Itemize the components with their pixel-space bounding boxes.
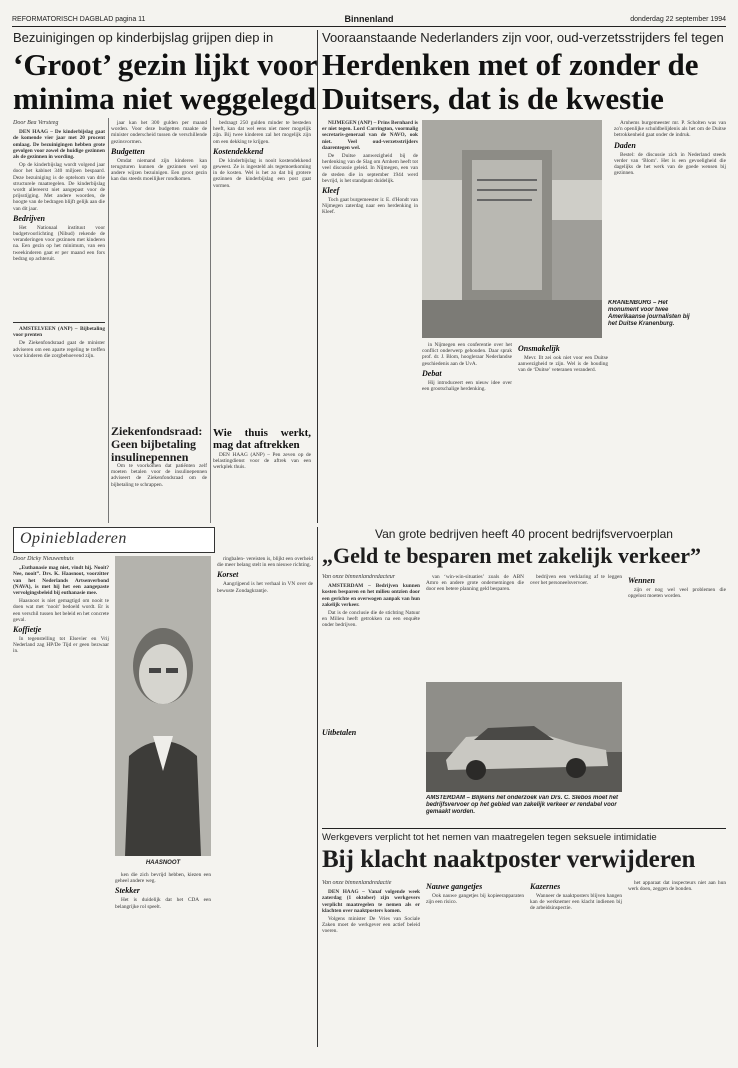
column-rule — [108, 118, 109, 523]
article2-col2 — [422, 342, 512, 520]
haasnoot-photo — [115, 556, 211, 856]
article1-box — [13, 322, 105, 526]
opinie-col2-text: ringbalen- vereisten is, blijkt een overheid die meer belang stelt in een nieuwe richting. — [217, 556, 313, 569]
opinie-col3 — [115, 872, 211, 1046]
article4-sub2: Nauwe gangetjes — [426, 882, 483, 891]
opinie-lead: „Euthanasie mag niet, vindt hij. Nooit? Nee, nooit”. Drs. K. Haasnoot, voorzitter van het Nederlands Artsenverbond (NAVA), is met hij het een aangepaste vervolgingsbeleid bij euthanasie mee. — [13, 565, 109, 597]
article3-byline: Van onze binnenlandredacteur — [322, 574, 396, 580]
article1-col3-text: bedraagt 250 gulden minder te besteden heeft, kan dat wel eens niet meer mogelijk zijn. Bij twee kinderen zal het mogelijk zijn om een dekking te krijgen. — [213, 120, 311, 145]
article4-col3-text: Wanneer de naaktposters blijven hangen kan de werknemer een klacht indienen bij de arbeidsinspectie. — [530, 893, 622, 912]
opinie-title: Opiniebladeren — [20, 530, 127, 547]
monument-image — [422, 120, 602, 338]
opinie-sub3: Stekker — [115, 886, 140, 896]
article4-col1 — [322, 880, 420, 1046]
article2-col2c-text: Mevr. Ilt zei ook niet voor een Duitse aanwezigheid te zijn. Wel is de houding van de ‘Duitse’ veteranen veranderd. — [518, 355, 608, 374]
opinie-col1b-text: In tegenstelling tot Elsevier en Vrij Nederland zag HP/De Tijd er geen bezwaar in. — [13, 636, 109, 655]
article1-col2-text: jaar kan het 300 gulden per maand worden. Voor deze budgetten maakte de minister onderscheid tussen de verschillende gezinsvormen. — [111, 120, 207, 145]
ziekenfonds-text: Om te voorkomen dat patiënten zelf moeten betalen voor de insulinepennen adviseert de Ziekenfondsraad om de bijbetaling te schrappen. — [111, 463, 207, 488]
divider — [322, 828, 726, 829]
column-rule — [210, 118, 211, 523]
article2-sub2: Debat — [422, 368, 442, 378]
car-photo — [426, 682, 622, 792]
article2-col1 — [322, 120, 418, 520]
article2-col2c — [518, 342, 608, 520]
opinie-col3b-text: Het is duidelijk dat het CDA een belangrijke rol speelt. — [115, 897, 211, 910]
article1-box-kicker: AMSTELVEEN (ANP) – Bijbetaling voor prenten — [13, 326, 105, 339]
ziekenfonds-headline: Ziekenfondsraad: Geen bijbetaling insulinepennen — [111, 424, 203, 464]
article4-sub3: Kazernes — [530, 882, 561, 891]
car-caption: AMSTERDAM – Blijkens het onderzoek van Drs. C. Slebos moet het bedrijfsvervoer op het gebied van zakelijk verkeer er rendabel voor gemaakt worden. — [426, 795, 619, 815]
article1-col2 — [111, 120, 207, 420]
article3-col2 — [426, 574, 524, 678]
article1-col1b-text: Het Nationaal instituut voor budgetvoorlichting (Nibud) rekende de veranderingen voor gezinnen met kinderen na. Een gezin op het minimum, van een tweekinderen gaat er per maand een fors bedrag op achteruit. — [13, 224, 105, 262]
ziekenfonds-col — [111, 463, 207, 521]
article2-sub3: Daden — [614, 140, 636, 150]
section-title: Binnenland — [344, 14, 394, 24]
article2-col3b-text: Bestel: de discussie zich in Nederland steeds verder van ‘Blom’. Het is een gevoeligheid die dagelijks de het werk van de goede wensen bij gezinnen. — [614, 151, 726, 177]
monument-caption: KRANENBURG – Het monument voor twee Amerikaanse journalisten bij het Duitse Kranenburg. — [608, 300, 690, 327]
article3-sub2: Uitbetalen — [322, 728, 357, 737]
haasnoot-image — [115, 556, 211, 856]
article1-col3 — [213, 120, 311, 420]
opinie-sub1: Koffietje — [13, 625, 42, 635]
article1-headline-1: ‘Groot’ gezin lijkt voor — [13, 47, 318, 82]
article3-kicker: Van grote bedrijven heeft 40 procent bedrijfsvervoerplan — [375, 527, 673, 541]
opinie-sub4: Korset — [217, 570, 239, 580]
article4-kicker: Werkgevers verplicht tot het nemen van maatregelen tegen seksuele intimidatie — [322, 832, 657, 843]
opinie-banner — [13, 527, 215, 553]
article4-lead: DEN HAAG – Vanaf volgende week zaterdag (1 oktober) zijn werkgevers verplicht maatregelen te nemen als er klachten over naaktposters komen. — [322, 889, 420, 914]
article2-lead: NIJMEGEN (ANP) – Prins Bernhard is er niet tegen. Lord Carrington, voormalig secretaris-generaal van de NAVO, ook niet. Veel oud-verzetsstrijders daarentegen wel. — [322, 120, 418, 151]
article3-lead: AMSTERDAM – Bedrijven kunnen kosten besparen en het milieu ontzien door een gerichte en overwogen aanpak van hun zakelijk verkeer. — [322, 583, 420, 608]
article1-byline: Door Bea Versteeg — [13, 120, 59, 126]
article1-sub3: Kostendekkend — [213, 146, 264, 156]
article3-col4-text: zijn er nog wel veel problemen die opgelost moeten worden. — [628, 587, 726, 600]
brief-col — [213, 425, 311, 521]
article4-headline: Bij klacht naaktposter verwijderen — [322, 846, 696, 873]
brief-text: DEN HAAG (ANP) – Pen zeven op de belastingdienst voor de aftrek van een werkplek thuis. — [213, 452, 311, 471]
paper-name: REFORMATORISCH DAGBLAD pagina 11 — [12, 16, 146, 23]
opinie-col1-text: Haasnoot is niet gemagtigd om nooit te doen wat met ‘nooit’ bedoeld wordt. Er is een verschil tussen het beleid en het concrete geval. — [13, 598, 109, 623]
issue-date: donderdag 22 september 1994 — [630, 16, 726, 23]
article2-col2-text: in Nijmegen een conferentie over het conflict onderwerp gehouden. Daar sprak prof. dr. J. Blom, hoogleraar Nederlandse geschiedenis aan de UvA. — [422, 342, 512, 367]
article4-col1-text: Volgens minister De Vries van Sociale Zaken moet de werkgever een actief beleid voeren. — [322, 916, 420, 935]
article1-sub2: Budgetten — [111, 146, 145, 156]
article2-col3-text: Arnhems burgemeester mr. P. Scholten was van zo'n openlijke schuldbelijdenis als het om de Duitse betrokkenheid gaat onder de indruk. — [614, 120, 726, 139]
article2-headline-1: Herdenken met of zonder de — [322, 47, 699, 82]
opinie-col4-text: Aangrijpend is het verhaal in VN over de bewuste Zondagkrantje. — [217, 581, 313, 594]
article3-col1-text: Dat is de conclusie die de stichting Natuur en Milieu heeft getrokken na een enquête onder bedrijven. — [322, 610, 420, 629]
article2-col1-text: De Duitse aanwezigheid bij de herdenking van de Slag om Arnhem heeft tot veel discussie geleid. In Nijmegen, een van de steden die in september 1944 werd bevrijd, is het standpunt duidelijk. — [322, 153, 418, 184]
article1-col1-text: Op de kinderbijslag wordt volgend jaar door het kabinet 340 miljoen bespaard. Deze bezuiniging is de optelsom van drie structurele maatregelen. De kinderbijslag wordt allereerst niet aangepast voor de prijsstijging. Met andere woorden, de hoogte van de bedragen blijft gelijk aan die van dit jaar. — [13, 162, 105, 212]
article4-col3 — [530, 880, 622, 1046]
article1-lead: DEN HAAG – De kinderbijslag gaat de komende vier jaar met 20 procent omlaag. De bezuinigingen hebben grote gevolgen voor zowel de huidige gezinnen als de gezinnen in wording. — [13, 129, 105, 161]
article4-byline: Van onze binnenlandredactie — [322, 880, 392, 886]
article3-col1-sub — [322, 726, 420, 822]
article1-headline-2: minima niet weggelegd — [13, 81, 317, 116]
opinie-byline: Door Dicky Nieuwenhuis — [13, 556, 74, 562]
article4-col4 — [628, 880, 726, 1046]
haasnoot-caption: HAASNOOT — [145, 860, 181, 866]
monument-photo — [422, 120, 602, 338]
article3-sub4: Wennen — [628, 576, 655, 585]
article2-headline-2: Duitsers, dat is de kwestie — [322, 81, 664, 116]
opinie-col2 — [217, 556, 313, 1046]
article2-col2b-text: Hij introduceert een nieuw idee over een grootschalige herdenking. — [422, 379, 512, 393]
opinie-col1 — [13, 556, 109, 1046]
article3-col3 — [530, 574, 622, 678]
article3-headline: „Geld te besparen met zakelijk verkeer” — [322, 543, 702, 568]
article1-kicker: Bezuinigingen op kinderbijslag grijpen diep in — [13, 30, 274, 45]
article1-col2b-text: Omdat niemand zijn kinderen kan terugsturen kunnen de gezinnen wel op andere wijzen bezuinigen. Een groot gezin kan dus steeds moeilijker rondkomen. — [111, 157, 207, 183]
article4-col2 — [426, 880, 524, 1046]
article2-sub1: Kleef — [322, 186, 340, 196]
article2-col3 — [614, 120, 726, 520]
article3-col3-text: bedrijven een verklaring af te leggen over het personeelsvervoer. — [530, 574, 622, 587]
article1-col3b-text: De kinderbijslag is nooit kostendekkend geweest. Ze is ingesteld als tegemoetkoming in de kosten. Wel is het zo dat bij grotere gezinnen de kinderbijslag een post gaat vormen. — [213, 157, 311, 189]
masthead — [12, 16, 726, 27]
article1-col1 — [13, 120, 105, 316]
article4-col4-text: het apparaat dat inspecteurs niet aan hun werk doen, zeggen de bonden. — [628, 880, 726, 893]
car-image — [426, 682, 622, 792]
brief-title: Wie thuis werkt, mag dat aftrekken — [213, 427, 311, 451]
article2-kicker: Vooraanstaande Nederlanders zijn voor, oud-verzetsstrijders fel tegen — [322, 30, 724, 45]
article2-sub2b: Onsmakelijk — [518, 344, 560, 353]
article4-col2-text: Ook nauwe gangetjes bij kopieerapparaten zijn een risico. — [426, 893, 524, 906]
article1-box-text: De Ziekenfondsraad gaat de minister adviseren om een aparte regeling te treffen voor kinderen die zorgbehoevend zijn. — [13, 340, 105, 359]
section-rule — [317, 30, 318, 523]
article3-col2-text: van ‘win-win-situaties’ zoals de ABN Amro en andere grote ondernemingen die door een betere planning geld besparen. — [426, 574, 524, 593]
article2-col1b-text: Toch gaat burgemeester ir. E. d'Hondt van Nijmegen zaterdag naar een herdenking in Kleef. — [322, 197, 418, 216]
article3-col4 — [628, 574, 726, 824]
article1-sub1: Bedrijven — [13, 213, 45, 223]
opinie-col3-text: ken die zich bevrijd hebben, kiezen een geheel andere weg. — [115, 872, 211, 885]
section-rule — [317, 527, 318, 1047]
